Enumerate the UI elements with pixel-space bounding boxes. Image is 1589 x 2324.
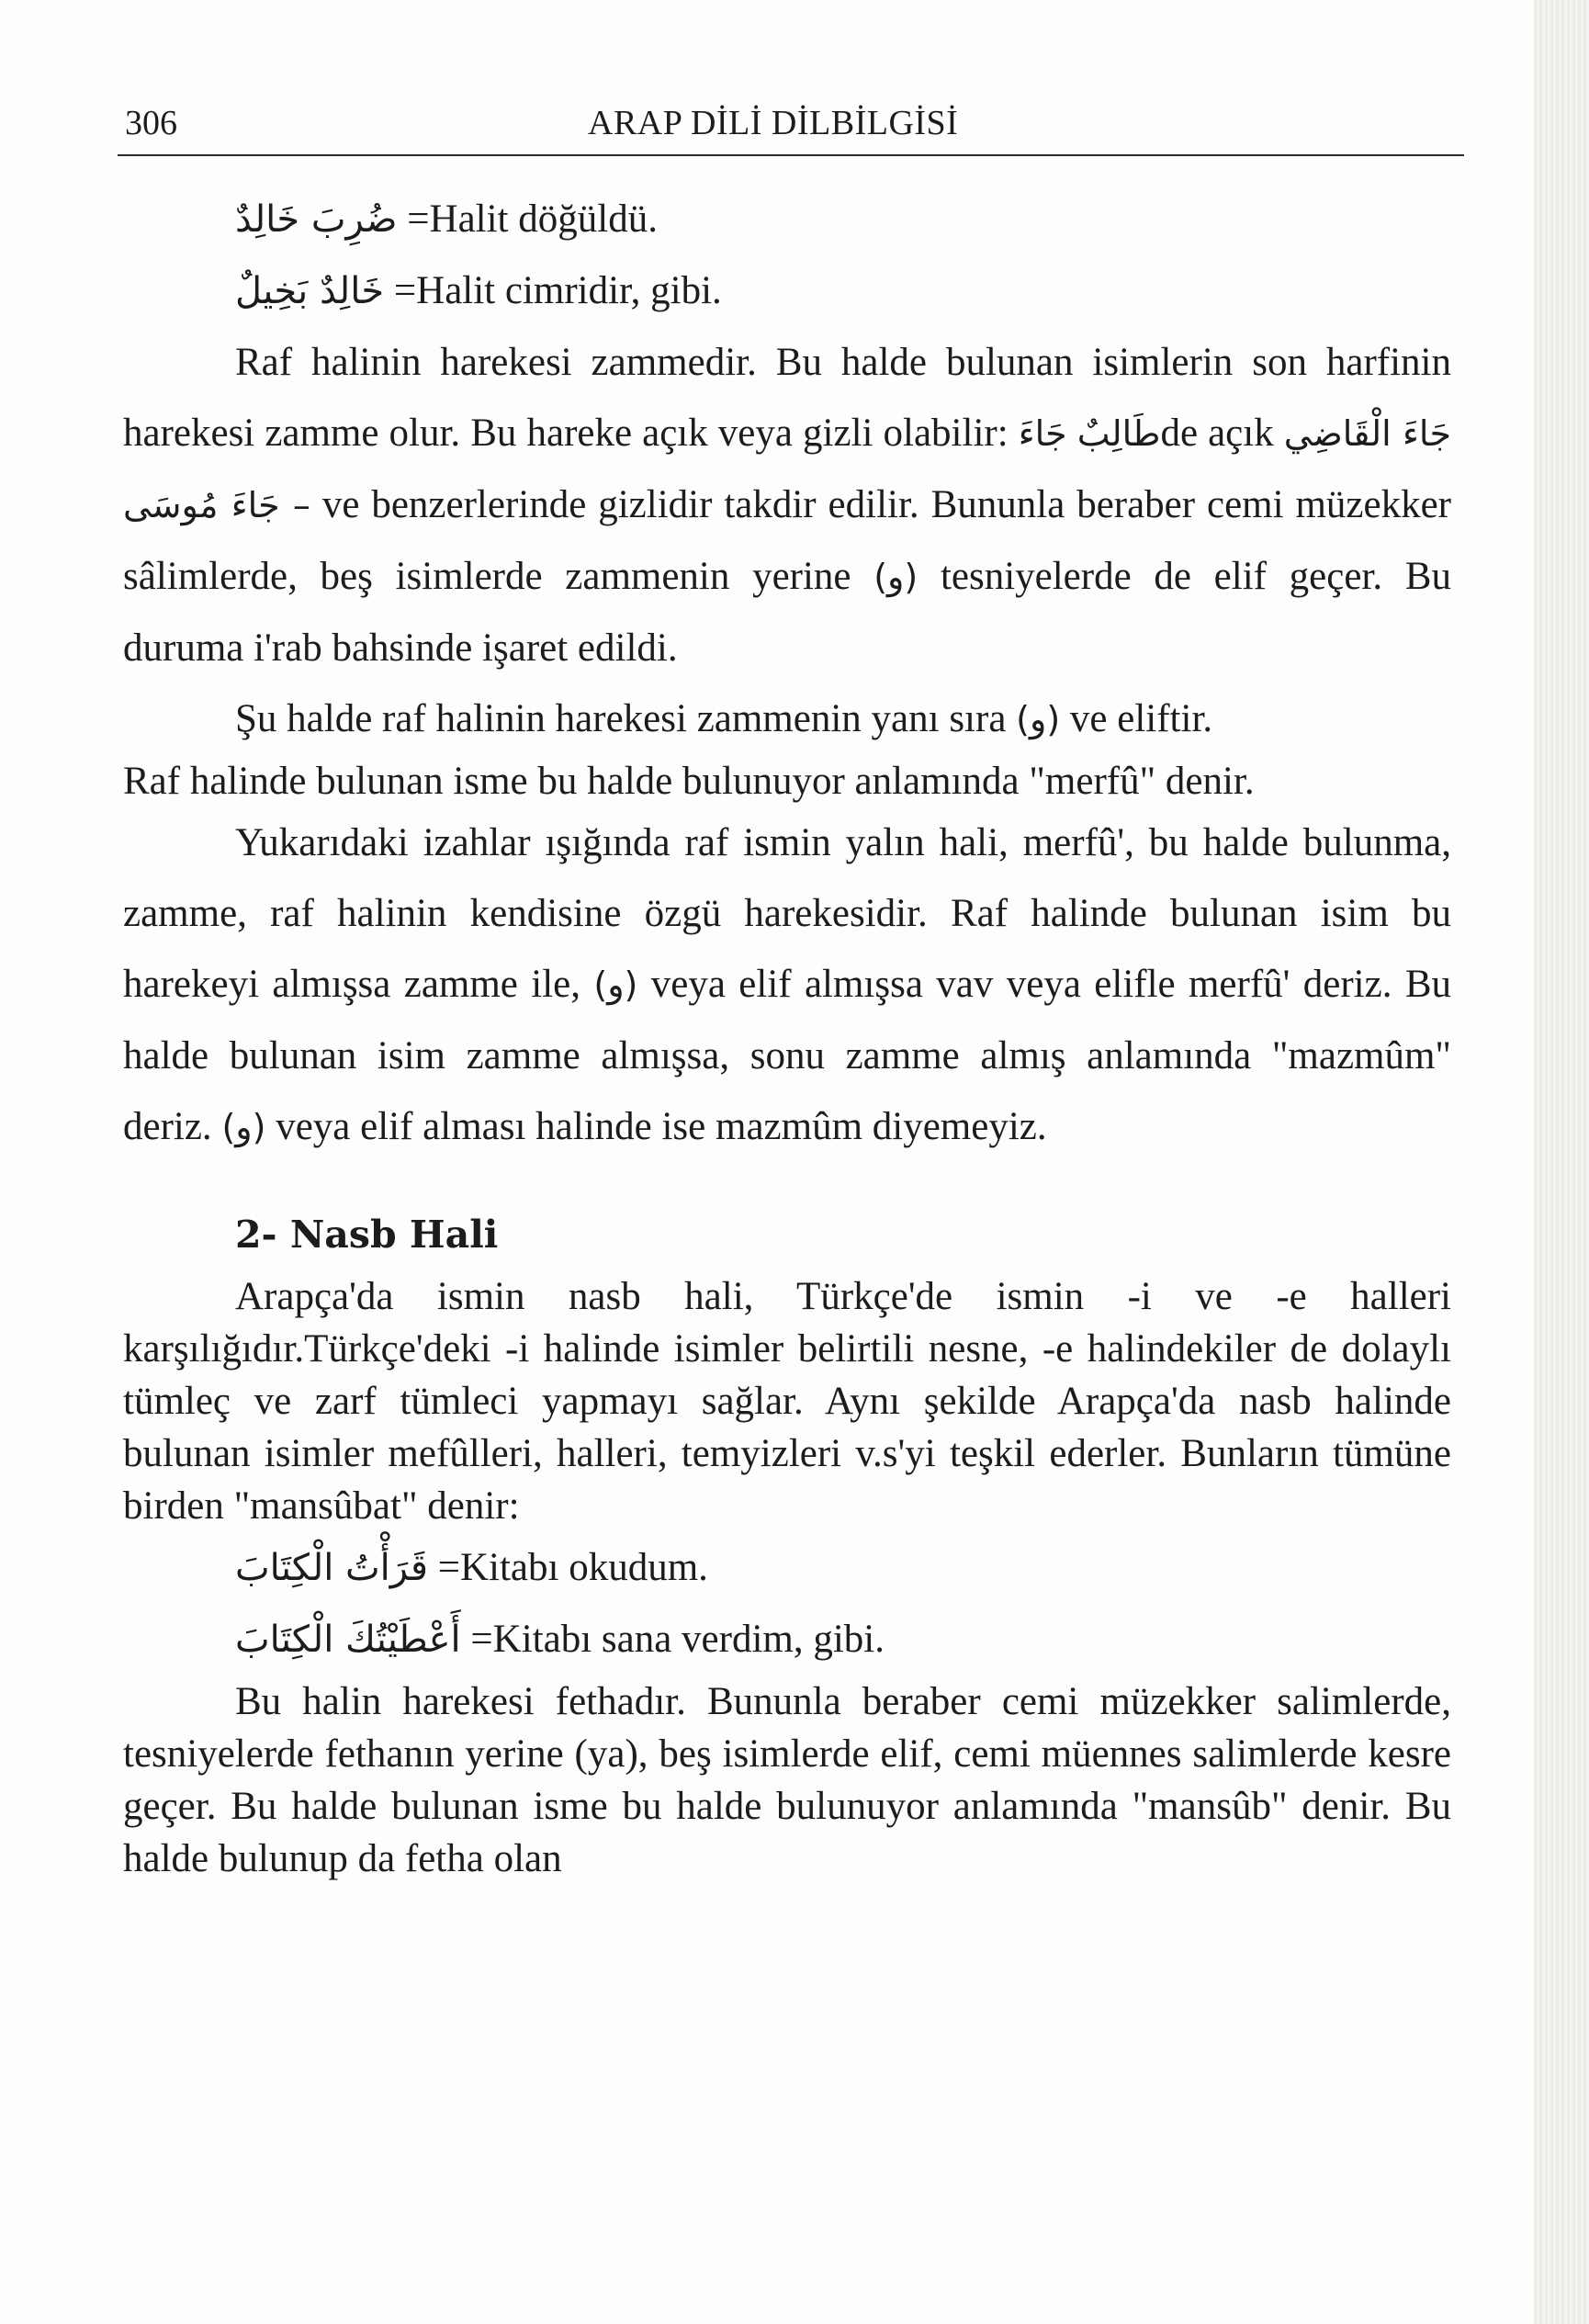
section-heading: 2- Nasb Hali [235, 1213, 499, 1257]
page-header [118, 99, 1464, 156]
example-translation: =Kitabı sana verdim, gibi. [470, 1618, 885, 1661]
arabic-example: أَعْطَيْتُكَ الْكِتَابَ [235, 1619, 461, 1661]
arabic-inline: جَاءَ [1018, 413, 1067, 454]
page-number: 306 [125, 104, 177, 142]
paragraph-nasb: Arapça'da ismin nasb hali, Türkçe'de ismin -i ve -e halleri karşılığıdır.Türkçe'deki -i halinde isimler belirtili nesne, -e halindekiler de dolaylı tümleç ve zarf tümleci yapmayı sağlar. Aynı şekilde Arapça'da nasb halinde bulunan isimler mefûlleri, halleri, temyizleri v.s'yi teşkil ederler. Bunların tümüne birden "mansûbat" denir: [123, 1275, 1451, 1528]
arabic-inline: جَاءَ الْقَاضِي – جَاءَ مُوسَى [123, 413, 1451, 525]
paragraph-merfu: Raf halinde bulunan isme bu halde bulunuyor anlamında "merfû" denir. [123, 760, 1255, 803]
arabic-vav: (و) [1016, 699, 1061, 739]
arabic-example: قَرَأْتُ الْكِتَابَ [235, 1547, 428, 1589]
page-body [123, 184, 1451, 1885]
arabic-vav: (و) [221, 1107, 266, 1147]
example-line [123, 1604, 1451, 1675]
arabic-vav: (و) [873, 557, 918, 597]
arabic-vav: (و) [593, 965, 638, 1005]
arabic-inline: طَالِبٌ [1076, 413, 1161, 454]
paragraph-raf-summary: Şu halde raf halinin harekesi zammenin yanı sıra (و) ve eliftir. [235, 697, 1213, 740]
example-line [123, 184, 1451, 255]
example-translation: =Halit döğüldü. [407, 197, 658, 241]
example-translation: =Halit cimridir, gibi. [393, 269, 722, 312]
example-line [123, 255, 1451, 327]
paragraph-mazmum: Yukarıdaki izahlar ışığında raf ismin yalın hali, merfû', bu halde bulunma, zamme, raf halinin kendisine özgü harekesidir. Raf halinde bulunan isim bu harekeyi almışsa zamme ile, (و) veya elif almışsa vav veya elifle merfû' deriz. Bu halde bulunan isim zamme almışsa, sonu zamme almış anlamında "mazmûm" deriz. (و) veya elif alması halinde ise mazmûm diyemeyiz. [123, 821, 1452, 1148]
page-edge-shadow [1534, 0, 1589, 2324]
arabic-example: ضُرِبَ خَالِدٌ [235, 198, 398, 241]
running-title: ARAP DİLİ DİLBİLGİSİ [588, 104, 959, 142]
paragraph-raf-harekesi: Raf halinin harekesi zammedir. Bu halde bulunan isimlerin son harfinin harekesi zamme olur. Bu hareke açık veya gizli olabilir: جَاءَ طَالِبٌde açık جَاءَ الْقَاضِي – جَاءَ مُوسَى ve benzerlerinde gizlidir takdir edilir. Bununla beraber cemi müzekker sâlimlerde, beş isimlerde zammenin yerine (و) tesniyelerde de elif geçer. Bu duruma i'rab bahsinde işaret edildi. [123, 341, 1452, 670]
paragraph-fetha: Bu halin harekesi fethadır. Bununla beraber cemi müzekker salimlerde, tesniyelerde fethanın yerine (ya), beş isimlerde elif, cemi müennes salimlerde kesre geçer. Bu halde bulunan isme bu halde bulunuyor anlamında "mansûb" denir. Bu halde bulunup da fetha olan [123, 1680, 1451, 1880]
example-translation: =Kitabı okudum. [437, 1546, 708, 1589]
example-line [123, 1532, 1451, 1604]
arabic-example: خَالِدٌ بَخِيلٌ [235, 270, 385, 312]
